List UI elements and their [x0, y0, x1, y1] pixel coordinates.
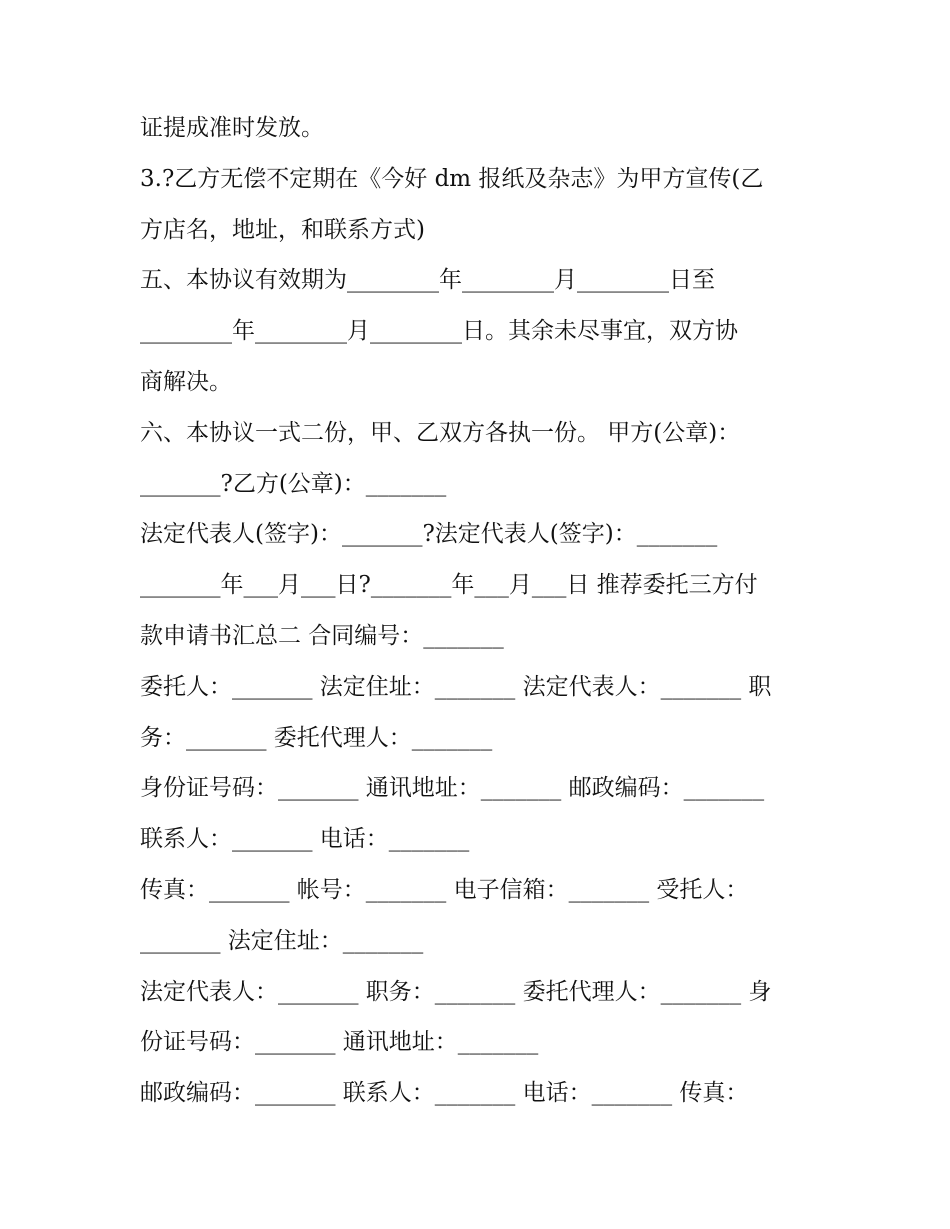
- text-line: 份证号码：_______ 通讯地址：_______: [140, 1029, 539, 1056]
- text-line: 款申请书汇总二 合同编号：_______: [140, 623, 504, 649]
- text-line: 法定代表人(签字)：_______?法定代表人(签字)：_______: [140, 521, 718, 548]
- text-line: 证提成准时发放。: [140, 115, 324, 141]
- text-line: 身份证号码：_______ 通讯地址：_______ 邮政编码：_______: [140, 775, 765, 802]
- text-line: 联系人：_______ 电话：_______: [140, 826, 470, 853]
- text-line: 务：_______ 委托代理人：_______: [140, 724, 493, 751]
- text-line: 方店名，地址，和联系方式): [140, 216, 425, 243]
- text-line: _______年___月___日?_______年___月___日 推荐委托三方付: [140, 572, 758, 599]
- text-line: 3.?乙方无偿不定期在《今好 dm 报纸及杂志》为甲方宣传(乙: [140, 165, 764, 192]
- text-line: 商解决。: [140, 369, 232, 395]
- text-line: 五、本协议有效期为________年________月________日至: [140, 267, 715, 294]
- text-line: _______?乙方(公章)：_______: [140, 470, 447, 497]
- text-line: ________年________月________日。其余未尽事宜，双方协: [140, 318, 738, 345]
- text-line: 法定代表人：_______ 职务：_______ 委托代理人：_______ 身: [140, 978, 772, 1005]
- text-line: 传真：_______ 帐号：_______ 电子信箱：_______ 受托人：: [140, 877, 749, 903]
- text-line: 委托人：_______ 法定住址：_______ 法定代表人：_______ 职: [140, 673, 772, 700]
- text-line: _______ 法定住址：_______: [140, 927, 424, 954]
- text-line: 邮政编码：_______ 联系人：_______ 电话：_______ 传真：: [140, 1080, 749, 1107]
- text-line: 六、本协议一式二份，甲、乙双方各执一份。 甲方(公章)：: [140, 419, 741, 446]
